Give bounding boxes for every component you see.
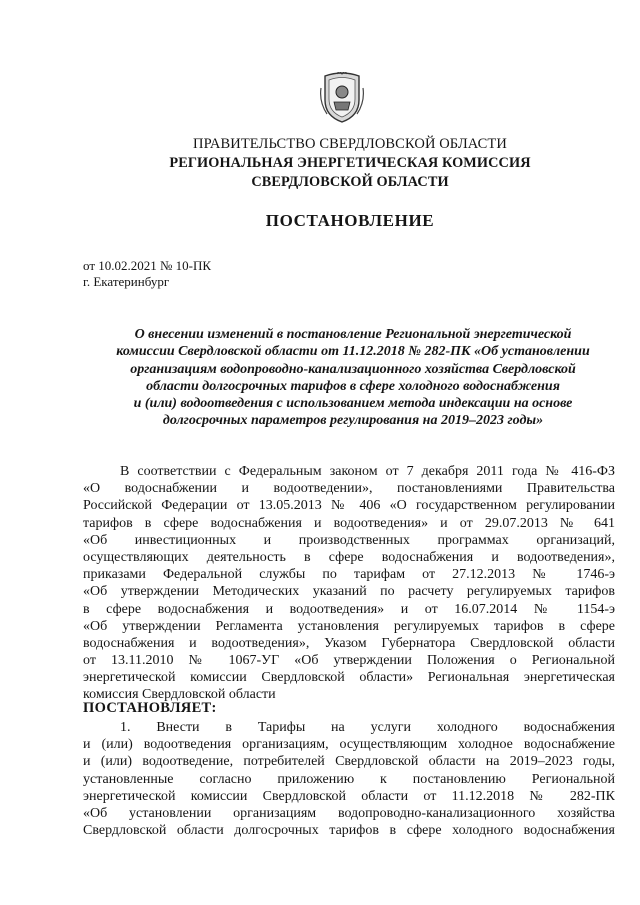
preamble-line: «Об утверждении Методических указаний по расчету регулируемых тарифов bbox=[83, 584, 615, 600]
preamble-line: в сфере водоснабжения и водоотведения» и от 16.07.2014 № 1154-э bbox=[83, 601, 615, 617]
subject-line: О внесении изменений в постановление Региональной энергетической bbox=[134, 327, 572, 342]
subject-line: комиссии Свердловской области от 11.12.2018 № 282-ПК «Об установлении bbox=[116, 344, 590, 360]
subject-line: долгосрочных параметров регулирования на 2019–2023 годы» bbox=[162, 413, 544, 429]
preamble-line: от 13.11.2010 № 1067-УГ «Об утверждении Положения о Региональной bbox=[83, 653, 615, 669]
document-date-number: от 10.02.2021 № 10-ПК bbox=[83, 258, 212, 273]
preamble-line: «О водоснабжении и водоотведении», постановлениями Правительства bbox=[83, 481, 615, 497]
document-city: г. Екатеринбург bbox=[83, 274, 170, 289]
preamble-line: приказами Федеральной службы по тарифам от 27.12.2013 № 1746-э bbox=[83, 567, 615, 583]
preamble-line: В соответствии с Федеральным законом от 7 декабря 2011 года № 416-ФЗ bbox=[120, 464, 615, 479]
item-1-line: 1. Внести в Тарифы на услуги холодного водоснабжения bbox=[120, 720, 615, 735]
decree-heading: ПОСТАНОВЛЯЕТ: bbox=[83, 700, 217, 716]
item-1-line: установленные согласно приложению к постановлению Региональной bbox=[83, 771, 615, 787]
subject-line: области долгосрочных тарифов в сфере холодного водоснабжения bbox=[146, 378, 560, 394]
item-1-paragraph bbox=[83, 719, 615, 839]
preamble-line: комиссия Свердловской области bbox=[83, 687, 276, 703]
preamble-line: энергетической комиссии Свердловской области» Региональная энергетическая bbox=[83, 670, 615, 686]
item-1-line: и (или) водоотведение, потребителей Свердловской области на 2019–2023 годы, bbox=[83, 754, 615, 770]
document-subject bbox=[80, 326, 626, 430]
preamble-line: Российской Федерации от 13.05.2013 № 406 «О государственном регулировании bbox=[83, 498, 615, 514]
preamble-line: «Об инвестиционных и производственных программах организаций, bbox=[83, 532, 615, 548]
preamble-line: осуществляющих деятельность в сфере водоснабжения и водоотведения», bbox=[83, 549, 615, 565]
item-1-line: энергетической комиссии Свердловской области от 11.12.2018 № 282-ПК bbox=[83, 788, 615, 804]
subject-line: и (или) водоотведения с использованием метода индексации на основе bbox=[133, 396, 573, 412]
document-type-title: ПОСТАНОВЛЕНИЕ bbox=[265, 211, 435, 230]
preamble-paragraph bbox=[83, 463, 615, 704]
item-1-line: «Об установлении организациям водопроводно-канализационного хозяйства bbox=[83, 805, 615, 821]
preamble-line: водоснабжения и водоотведения», Указом Губернатора Свердловской области bbox=[83, 635, 615, 651]
preamble-line: «Об утверждении Регламента установления регулируемых тарифов в сфере bbox=[83, 618, 615, 634]
coat-of-arms-emblem bbox=[319, 72, 365, 124]
item-1-line: и (или) водоотведения организациям, осуществляющим холодное водоснабжение bbox=[83, 737, 615, 753]
item-1-line: Свердловской области долгосрочных тарифов в сфере холодного водоснабжения bbox=[83, 823, 615, 839]
subject-line: организациям водопроводно-канализационного хозяйства Свердловской bbox=[130, 361, 576, 377]
preamble-line: тарифов в сфере водоснабжения и водоотведения» и от 29.07.2013 № 641 bbox=[83, 515, 615, 531]
commission-header-line2: СВЕРДЛОВСКОЙ ОБЛАСТИ bbox=[251, 174, 449, 190]
government-header: ПРАВИТЕЛЬСТВО СВЕРДЛОВСКОЙ ОБЛАСТИ bbox=[193, 136, 507, 152]
commission-header-line1: РЕГИОНАЛЬНАЯ ЭНЕРГЕТИЧЕСКАЯ КОМИССИЯ bbox=[169, 155, 531, 171]
